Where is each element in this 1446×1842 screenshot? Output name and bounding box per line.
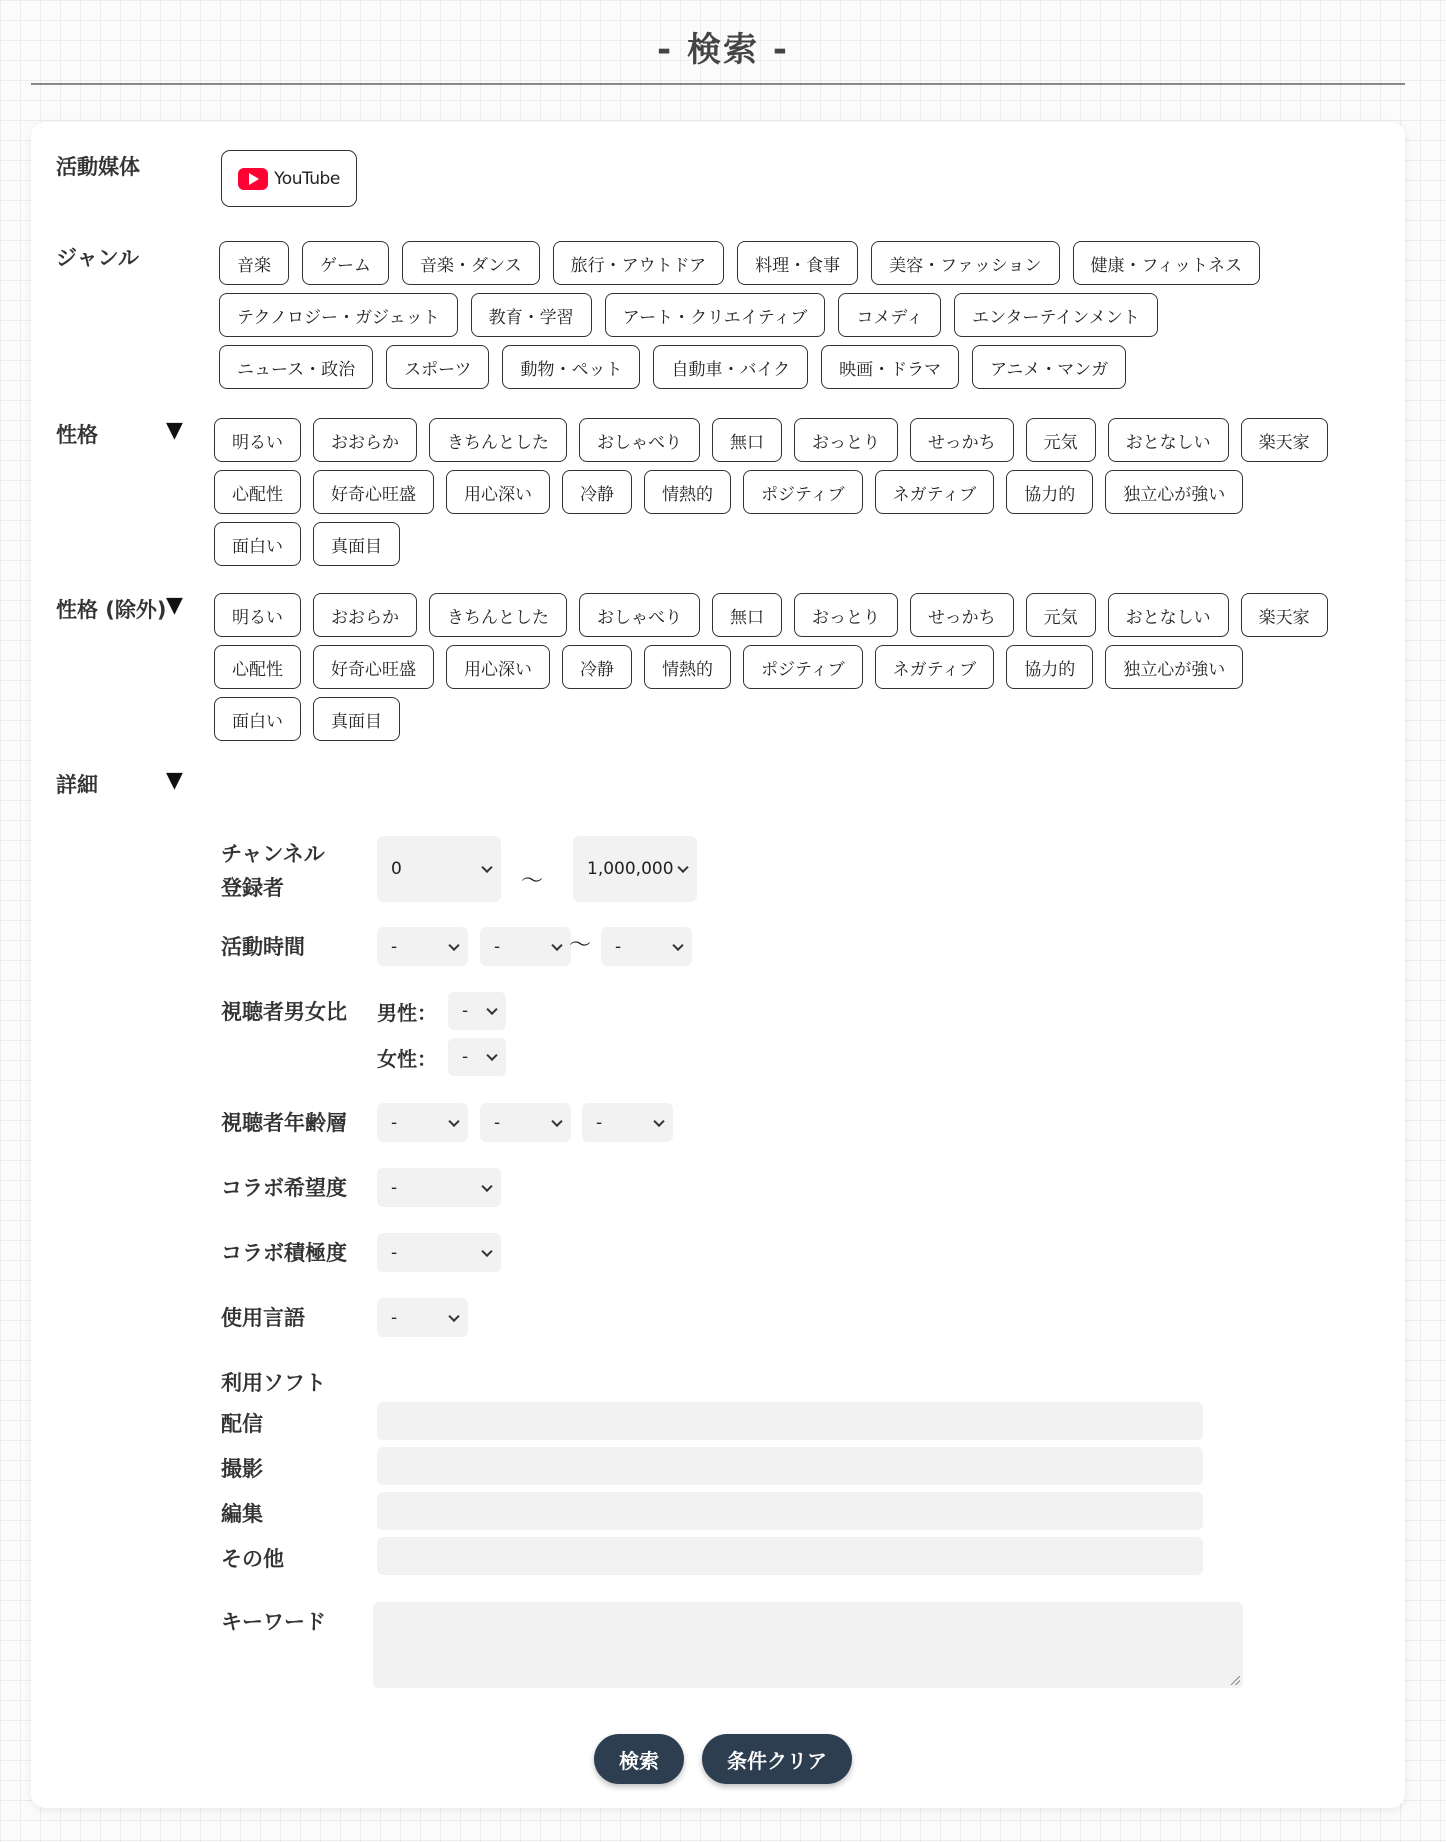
genre-tag-list — [219, 241, 1299, 389]
chevron-down-icon — [551, 939, 562, 950]
personality-toggle-icon[interactable]: ▼ — [166, 418, 183, 443]
chevron-down-icon — [672, 939, 683, 950]
activity-time-tilde: 〜 — [569, 933, 592, 958]
genre-tag[interactable]: ニュース・政治 — [219, 345, 373, 389]
genre-tag[interactable]: 教育・学習 — [471, 293, 592, 337]
genre-tag[interactable]: 映画・ドラマ — [821, 345, 959, 389]
personality-tag[interactable]: 情熱的 — [644, 470, 731, 514]
male-ratio-select[interactable] — [448, 992, 506, 1030]
personality-exclude-tag[interactable]: おしゃべり — [579, 593, 700, 637]
personality-tag[interactable]: 用心深い — [446, 470, 550, 514]
chevron-down-icon — [481, 1245, 492, 1256]
age-range-value-2: - — [494, 1112, 501, 1133]
female-ratio-value: - — [462, 1047, 469, 1067]
subscribers-max-value: 1,000,000 — [587, 859, 674, 879]
genre-tag[interactable]: アート・クリエイティブ — [605, 293, 826, 337]
age-range-select-1[interactable] — [377, 1103, 468, 1142]
software-streaming-label: 配信 — [221, 1412, 263, 1436]
title-divider — [31, 83, 1405, 85]
male-ratio-value: - — [462, 1001, 469, 1021]
male-label: 男性： — [377, 1001, 437, 1025]
personality-exclude-tag[interactable]: 元気 — [1026, 593, 1096, 637]
genre-tag[interactable]: ゲーム — [302, 241, 389, 285]
search-button[interactable]: 検索 — [594, 1734, 684, 1784]
software-editing-input[interactable] — [377, 1492, 1203, 1530]
personality-exclude-tag[interactable]: せっかち — [910, 593, 1014, 637]
chevron-down-icon — [486, 1004, 497, 1015]
subscribers-label-line2: 登録者 — [221, 876, 284, 900]
collab-activeness-value: - — [391, 1242, 398, 1263]
personality-tag[interactable]: おおらか — [313, 418, 417, 462]
keyword-label: キーワード — [221, 1610, 326, 1634]
activity-time-select-1[interactable] — [377, 927, 468, 966]
collab-desire-select[interactable] — [377, 1168, 501, 1207]
genre-tag[interactable]: 旅行・アウトドア — [553, 241, 725, 285]
genre-label: ジャンル — [56, 246, 140, 270]
genre-tag[interactable]: 健康・フィットネス — [1073, 241, 1260, 285]
software-shooting-input[interactable] — [377, 1447, 1203, 1485]
personality-tag[interactable]: せっかち — [910, 418, 1014, 462]
personality-tag[interactable]: 無口 — [712, 418, 782, 462]
female-ratio-select[interactable] — [448, 1038, 506, 1076]
female-label: 女性： — [377, 1047, 437, 1071]
personality-label: 性格 — [56, 423, 98, 447]
subscribers-max-select[interactable] — [573, 836, 697, 902]
software-label: 利用ソフト — [221, 1371, 326, 1395]
personality-exclude-tag[interactable]: 真面目 — [313, 697, 400, 741]
personality-exclude-tag[interactable]: おおらか — [313, 593, 417, 637]
personality-exclude-tag[interactable]: 無口 — [712, 593, 782, 637]
genre-tag[interactable]: 美容・ファッション — [871, 241, 1059, 285]
genre-tag[interactable]: コメディ — [838, 293, 941, 337]
personality-exclude-tag[interactable]: ネガティブ — [875, 645, 995, 689]
personality-exclude-tag[interactable]: 用心深い — [446, 645, 550, 689]
software-other-input[interactable] — [377, 1537, 1203, 1575]
personality-tag[interactable]: おとなしい — [1108, 418, 1229, 462]
genre-tag[interactable]: テクノロジー・ガジェット — [219, 293, 458, 337]
personality-tag[interactable]: 冷静 — [562, 470, 632, 514]
genre-tag[interactable]: 音楽・ダンス — [402, 241, 540, 285]
activity-time-value-3: - — [615, 936, 622, 957]
activity-time-value-1: - — [391, 936, 398, 957]
youtube-button-label: YouTube — [274, 168, 340, 189]
chevron-down-icon — [486, 1050, 497, 1061]
personality-tag[interactable]: おっとり — [794, 418, 898, 462]
personality-tag[interactable]: 楽天家 — [1241, 418, 1328, 462]
chevron-down-icon — [448, 1115, 459, 1126]
personality-exclude-tag[interactable]: 協力的 — [1006, 645, 1093, 689]
personality-exclude-tag[interactable]: 情熱的 — [644, 645, 731, 689]
software-shooting-label: 撮影 — [221, 1457, 263, 1481]
collab-desire-value: - — [391, 1177, 398, 1198]
personality-exclude-tag[interactable]: 心配性 — [214, 645, 301, 689]
personality-tag[interactable]: 元気 — [1026, 418, 1096, 462]
chevron-down-icon — [677, 862, 688, 873]
genre-tag[interactable]: スポーツ — [386, 345, 489, 389]
collab-activeness-label: コラボ積極度 — [221, 1241, 347, 1265]
clear-conditions-button[interactable]: 条件クリア — [702, 1734, 852, 1784]
personality-exclude-tag[interactable]: 明るい — [214, 593, 301, 637]
age-range-select-3[interactable] — [582, 1103, 673, 1142]
chevron-down-icon — [653, 1115, 664, 1126]
youtube-button[interactable] — [221, 150, 357, 207]
details-toggle-icon[interactable]: ▼ — [166, 768, 183, 793]
personality-tag-list — [214, 418, 1334, 566]
chevron-down-icon — [481, 862, 492, 873]
subscribers-min-select[interactable] — [377, 836, 501, 902]
personality-tag[interactable]: 明るい — [214, 418, 301, 462]
personality-tag[interactable]: おしゃべり — [579, 418, 700, 462]
personality-tag[interactable]: 心配性 — [214, 470, 301, 514]
personality-exclude-tag[interactable]: きちんとした — [429, 593, 567, 637]
genre-tag[interactable]: 音楽 — [219, 241, 289, 285]
page-title: - 検索 - — [657, 30, 789, 70]
age-range-value-3: - — [596, 1112, 603, 1133]
collab-activeness-select[interactable] — [377, 1233, 501, 1272]
age-range-select-2[interactable] — [480, 1103, 571, 1142]
genre-tag[interactable]: 自動車・バイク — [653, 345, 808, 389]
personality-exclude-tag[interactable]: 面白い — [214, 697, 301, 741]
subscribers-min-value: 0 — [391, 859, 402, 879]
personality-tag[interactable]: 真面目 — [313, 522, 400, 566]
language-select[interactable] — [377, 1298, 468, 1337]
personality-tag[interactable]: 好奇心旺盛 — [313, 470, 434, 514]
personality-exclude-tag[interactable]: 冷静 — [562, 645, 632, 689]
chevron-down-icon — [481, 1180, 492, 1191]
subscribers-label-line1: チャンネル — [221, 842, 325, 866]
personality-exclude-tag[interactable]: おとなしい — [1108, 593, 1229, 637]
software-streaming-input[interactable] — [377, 1402, 1203, 1440]
activity-time-select-2[interactable] — [480, 927, 571, 966]
media-label: 活動媒体 — [56, 155, 140, 179]
subscribers-range-tilde: 〜 — [521, 869, 544, 894]
resize-grip-icon[interactable] — [1231, 1676, 1240, 1685]
software-editing-label: 編集 — [221, 1502, 263, 1526]
age-range-label: 視聴者年齢層 — [221, 1111, 347, 1135]
personality-tag[interactable]: 面白い — [214, 522, 301, 566]
language-value: - — [391, 1307, 398, 1328]
genre-tag[interactable]: エンターテインメント — [954, 293, 1158, 337]
chevron-down-icon — [448, 939, 459, 950]
software-other-label: その他 — [221, 1547, 284, 1571]
keyword-textarea[interactable] — [373, 1602, 1243, 1688]
age-range-value-1: - — [391, 1112, 398, 1133]
genre-tag[interactable]: アニメ・マンガ — [972, 345, 1126, 389]
activity-time-select-3[interactable] — [601, 927, 692, 966]
gender-ratio-label: 視聴者男女比 — [221, 1000, 347, 1024]
personality-tag[interactable]: 独立心が強い — [1105, 470, 1243, 514]
personality-exclude-toggle-icon[interactable]: ▼ — [166, 593, 183, 618]
personality-tag[interactable]: きちんとした — [429, 418, 567, 462]
chevron-down-icon — [551, 1115, 562, 1126]
personality-exclude-tag[interactable]: ポジティブ — [743, 645, 863, 689]
personality-exclude-tag[interactable]: おっとり — [794, 593, 898, 637]
activity-time-value-2: - — [494, 936, 501, 957]
genre-tag[interactable]: 料理・食事 — [737, 241, 858, 285]
personality-exclude-tag[interactable]: 好奇心旺盛 — [313, 645, 434, 689]
personality-tag[interactable]: 協力的 — [1006, 470, 1093, 514]
details-label: 詳細 — [56, 773, 98, 797]
youtube-logo-icon — [238, 168, 268, 190]
personality-tag[interactable]: ポジティブ — [743, 470, 863, 514]
activity-time-label: 活動時間 — [221, 935, 305, 959]
personality-exclude-label: 性格 (除外) — [56, 598, 167, 622]
genre-tag[interactable]: 動物・ペット — [502, 345, 640, 389]
personality-exclude-tag[interactable]: 楽天家 — [1241, 593, 1328, 637]
personality-exclude-tag-list — [214, 593, 1334, 741]
personality-tag[interactable]: ネガティブ — [875, 470, 995, 514]
chevron-down-icon — [448, 1310, 459, 1321]
language-label: 使用言語 — [221, 1306, 305, 1330]
collab-desire-label: コラボ希望度 — [221, 1176, 347, 1200]
personality-exclude-tag[interactable]: 独立心が強い — [1105, 645, 1243, 689]
